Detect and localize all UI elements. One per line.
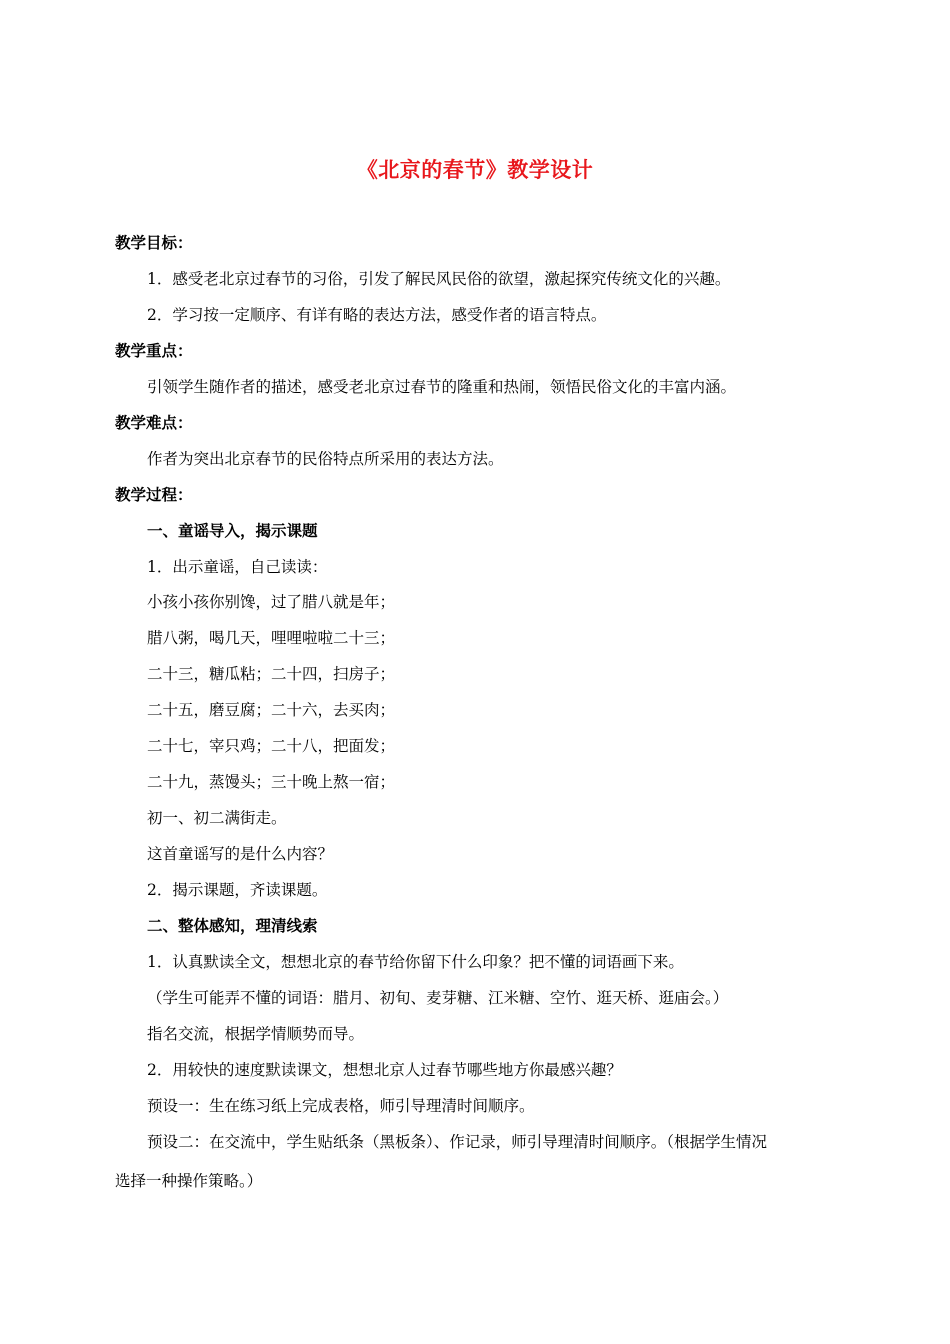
goal-item-2: 2．学习按一定顺序、有详有略的表达方法，感受作者的语言特点。 — [147, 306, 607, 324]
difficulty-text: 作者为突出北京春节的民俗特点所采用的表达方法。 — [147, 450, 504, 468]
section-2-heading: 二、整体感知，理清线索 — [147, 916, 318, 935]
key-points-text: 引领学生随作者的描述，感受老北京过春节的隆重和热闹，领悟民俗文化的丰富内涵。 — [147, 378, 737, 396]
preset-2-line-2: 选择一种操作策略。） — [115, 1172, 263, 1190]
section-2-item-2: 2．用较快的速度默读课文，想想北京人过春节哪些地方你最感兴趣？ — [147, 1061, 622, 1079]
goal-item-1: 1．感受老北京过春节的习俗，引发了解民风民俗的欲望，激起探究传统文化的兴趣。 — [147, 270, 731, 288]
section-2-note: （学生可能弄不懂的词语：腊月、初旬、麦芽糖、江米糖、空竹、逛天桥、逛庙会。） — [147, 989, 729, 1007]
preset-1: 预设一：生在练习纸上完成表格，师引导理清时间顺序。 — [147, 1097, 535, 1115]
rhyme-line: 二十七，宰只鸡；二十八，把面发； — [147, 737, 396, 755]
rhyme-line: 腊八粥，喝几天，哩哩啦啦二十三； — [147, 629, 396, 647]
rhyme-line: 二十五，磨豆腐；二十六，去买肉； — [147, 701, 396, 719]
rhyme-line: 二十九，蒸馒头；三十晚上熬一宿； — [147, 773, 396, 791]
section-2-guide: 指名交流，根据学情顺势而导。 — [147, 1025, 365, 1043]
section-2-item-1: 1．认真默读全文，想想北京的春节给你留下什么印象？把不懂的词语画下来。 — [147, 953, 684, 971]
document-title: 《北京的春节》教学设计 — [356, 157, 594, 182]
rhyme-line: 小孩小孩你别馋，过了腊八就是年； — [147, 593, 396, 611]
rhyme-line: 二十三，糖瓜粘；二十四，扫房子； — [147, 665, 396, 683]
key-points-heading: 教学重点： — [115, 341, 193, 360]
goals-heading: 教学目标： — [115, 233, 193, 252]
difficulty-heading: 教学难点： — [115, 413, 193, 432]
section-1-item-1: 1．出示童谣，自己读读： — [147, 558, 328, 576]
process-heading: 教学过程： — [115, 485, 193, 504]
section-1-heading: 一、童谣导入，揭示课题 — [147, 521, 318, 540]
section-1-item-2: 2．揭示课题，齐读课题。 — [147, 881, 328, 899]
rhyme-line: 初一、初二满街走。 — [147, 809, 287, 827]
preset-2-line-1: 预设二：在交流中，学生贴纸条（黑板条）、作记录，师引导理清时间顺序。（根据学生情况 — [147, 1133, 768, 1151]
rhyme-question: 这首童谣写的是什么内容？ — [147, 845, 334, 863]
